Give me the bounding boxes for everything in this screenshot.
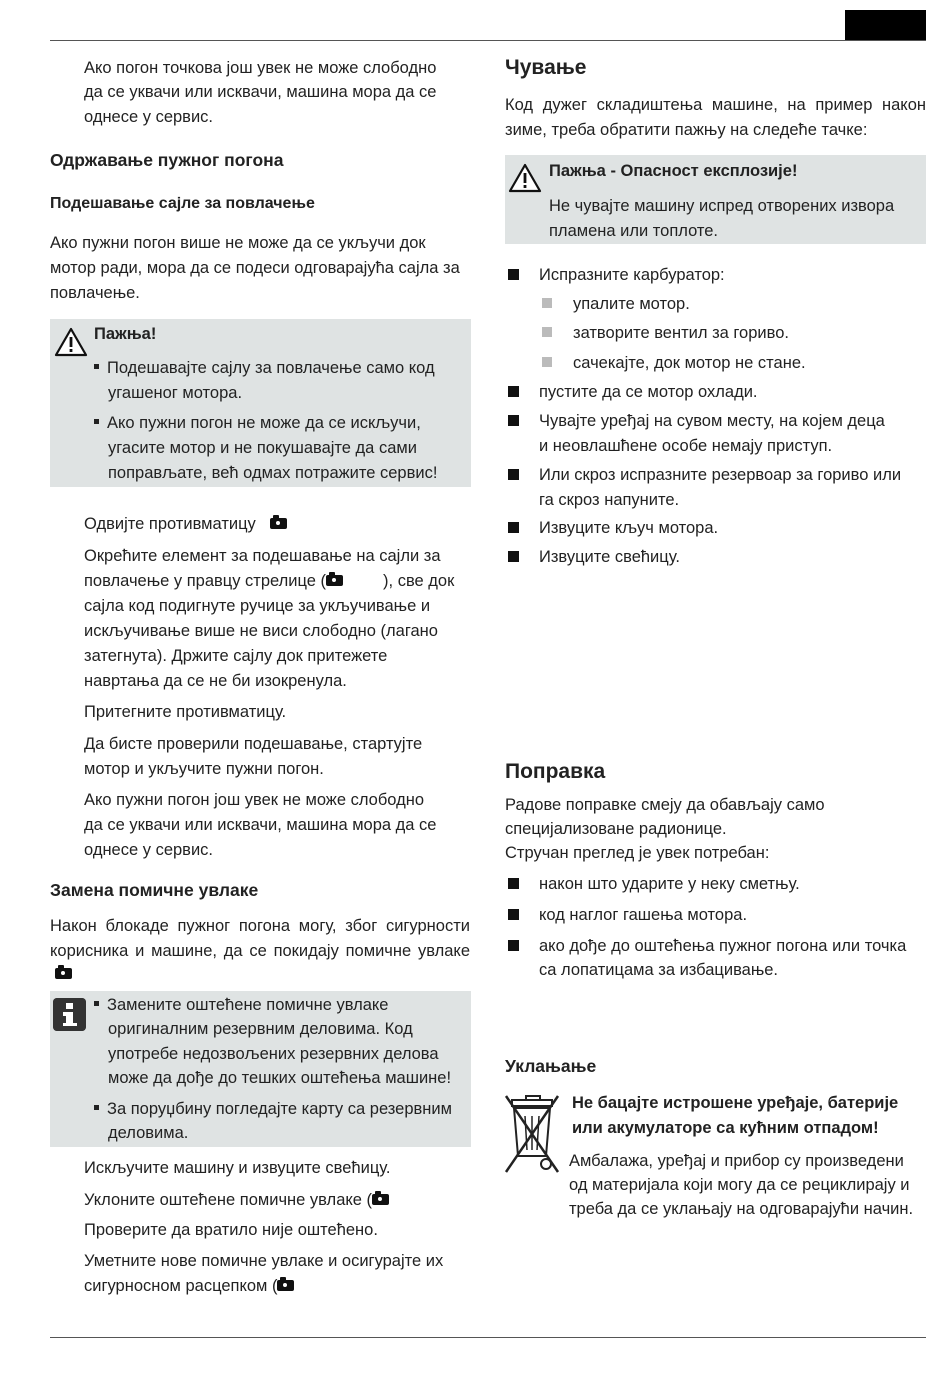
camera-icon [326, 575, 343, 586]
repair-item: са лопатицама за избацивање. [539, 961, 779, 979]
sub-list-item: затворите вентил за гориво. [573, 324, 789, 342]
shear-step: Искључите машину и извуците свећицу. [84, 1159, 391, 1177]
sub-bullet [542, 357, 552, 367]
bullet-square [94, 419, 99, 424]
bullet-square [94, 1001, 99, 1006]
info-icon [53, 998, 86, 1031]
warning-triangle-icon [508, 163, 542, 193]
heading-disposal: Уклањање [505, 1056, 597, 1076]
crossed-bin-icon [504, 1094, 564, 1174]
camera-icon [372, 1194, 389, 1205]
intro-line: Ако погон точкова још увек не може слободно [84, 59, 437, 77]
list-bullet [508, 551, 519, 562]
sub-list-item: сачекајте, док мотор не стане. [573, 354, 806, 372]
warning-item-line: Подешавајте сајлу за повлачење само код [107, 359, 435, 377]
info-item-line: Замените оштећене помичне увлаке [107, 996, 389, 1014]
disposal-warning: или акумулаторе са кућним отпадом! [572, 1119, 879, 1137]
info-item-line: употребе недозвољених резервних делова [108, 1045, 439, 1063]
info-item-line: може да дође до тешких оштећења машине! [108, 1069, 452, 1087]
step-text: затегнута). Држите сајлу док притежете [84, 647, 388, 665]
cable-para-line: повлачење. [50, 284, 140, 302]
warning-item-line: угашеног мотора. [108, 384, 243, 402]
info-item-line: оригиналним резервним деловима. Код [108, 1020, 413, 1038]
camera-icon [270, 518, 287, 529]
header-rule [50, 40, 926, 41]
shear-step: Уметните нове помичне увлаке и осигурајте их [84, 1252, 444, 1270]
heading-shear: Замена помичне увлаке [50, 880, 259, 900]
repair-item: код наглог гашења мотора. [539, 906, 748, 924]
list-item: Чувајте уређај на сувом месту, на којем деца [539, 412, 885, 430]
sub-list-item: упалите мотор. [573, 295, 690, 313]
list-bullet [508, 940, 519, 951]
warning-item-line: поправљате, већ одмах потражите сервис! [108, 464, 438, 482]
bullet-square [94, 364, 99, 369]
shear-step: Уклоните оштећене помичне увлаке ( [84, 1191, 373, 1209]
list-bullet [508, 415, 519, 426]
heading-repair: Поправка [505, 760, 606, 783]
danger-text-line: пламена или топлоте. [549, 222, 719, 240]
step-text: Окрећите елемент за подешавање на сајли за [84, 547, 441, 565]
cable-para-line: Ако пужни погон више не може да се укључи док [50, 234, 426, 252]
cable-para-line: мотор ради, мора да се подеси одговарајућа сајла за [50, 259, 460, 277]
repair-item: ако дође до оштећења пужног погона или точка [539, 937, 907, 955]
disposal-text: од материјала који могу да се рециклирају и [569, 1176, 910, 1194]
list-bullet [508, 522, 519, 533]
step-text: да се уквачи или исквачи, машина мора да се [84, 816, 437, 834]
repair-para-line: Стручан преглед је увек потребан: [505, 844, 770, 862]
warning-item-line: Ако пужни погон не може да се искључи, [107, 414, 421, 432]
list-item: Извуците кључ мотора. [539, 519, 719, 537]
list-bullet [508, 269, 519, 280]
list-item: и неовлашћене особе немају приступ. [539, 437, 833, 455]
heading-storage: Чување [505, 56, 587, 79]
heading-cable: Подешавање сајле за повлачење [50, 195, 315, 212]
camera-icon [277, 1280, 294, 1291]
disposal-text: треба да се уклањају на одговарајући начин. [569, 1200, 914, 1218]
list-item: Испразните карбуратор: [539, 266, 725, 284]
step-text: Притегните противматицу. [84, 703, 287, 721]
danger-title: Пажња - Опасност експлозије! [549, 162, 798, 180]
repair-para-line: Радове поправке смеју да обављају само [505, 796, 825, 814]
storage-para-line: зиме, треба обратити пажњу на следеће тачке: [505, 121, 868, 139]
warning-box [50, 319, 471, 487]
header-tab [845, 10, 926, 41]
warning-triangle-icon [54, 327, 88, 357]
intro-line: однесе у сервис. [84, 108, 213, 126]
shear-para-line: Након блокаде пужног погона могу, због сигурности [50, 917, 470, 935]
sub-bullet [542, 298, 552, 308]
step-text: повлачење у правцу стрелице ( [84, 572, 327, 590]
list-bullet [508, 909, 519, 920]
storage-para-line: Код дужег складиштења машине, на пример након [505, 96, 926, 114]
list-bullet [508, 469, 519, 480]
danger-text-line: Не чувајте машину испред отворених извора [549, 197, 895, 215]
list-item: Или скроз испразните резервоар за гориво или [539, 466, 902, 484]
shear-para-line: корисника и машине, да се покидају помичне увлаке [50, 942, 470, 960]
heading-maintenance: Одржавање пужног погона [50, 150, 284, 170]
step-text: искључивање више не виси слободно (лагано [84, 622, 438, 640]
step-text: Ако пужни погон још увек не може слободно [84, 791, 425, 809]
list-bullet [508, 386, 519, 397]
footer-rule [50, 1337, 926, 1338]
intro-line: да се уквачи или исквачи, машина мора да се [84, 83, 437, 101]
camera-icon [55, 968, 72, 979]
step-text: Одвијте противматицу [84, 515, 256, 533]
list-item: Извуците свећицу. [539, 548, 680, 566]
info-item-line: За поруџбину погледајте карту са резервним [107, 1100, 452, 1118]
info-box [50, 991, 471, 1147]
list-item: пустите да се мотор охлади. [539, 383, 758, 401]
step-text: однесе у сервис. [84, 841, 213, 859]
list-bullet [508, 878, 519, 889]
step-text: ), све док [383, 572, 455, 590]
step-text: Да бисте проверили подешавање, стартујте [84, 735, 423, 753]
warning-item-line: угасите мотор и не покушавајте да сами [108, 439, 417, 457]
shear-step: сигурносном расцепком ( [84, 1277, 278, 1295]
repair-para-line: специјализоване радионице. [505, 820, 727, 838]
disposal-text: Амбалажа, уређај и прибор су произведени [569, 1152, 904, 1170]
list-item: га скроз напуните. [539, 491, 680, 509]
step-text: навртања да се не би изокренула. [84, 672, 347, 690]
shear-step: Проверите да вратило није оштећено. [84, 1221, 378, 1239]
danger-box [505, 155, 926, 244]
step-text: сајла код подигнуте ручице за укључивање и [84, 597, 431, 615]
step-text: мотор и укључите пужни погон. [84, 760, 324, 778]
info-item-line: деловима. [108, 1124, 189, 1142]
sub-bullet [542, 327, 552, 337]
repair-item: након што ударите у неку сметњу. [539, 875, 800, 893]
warning-title: Пажња! [94, 325, 157, 343]
bullet-square [94, 1105, 99, 1110]
disposal-warning: Не бацајте истрошене уређаје, батерије [572, 1094, 899, 1112]
